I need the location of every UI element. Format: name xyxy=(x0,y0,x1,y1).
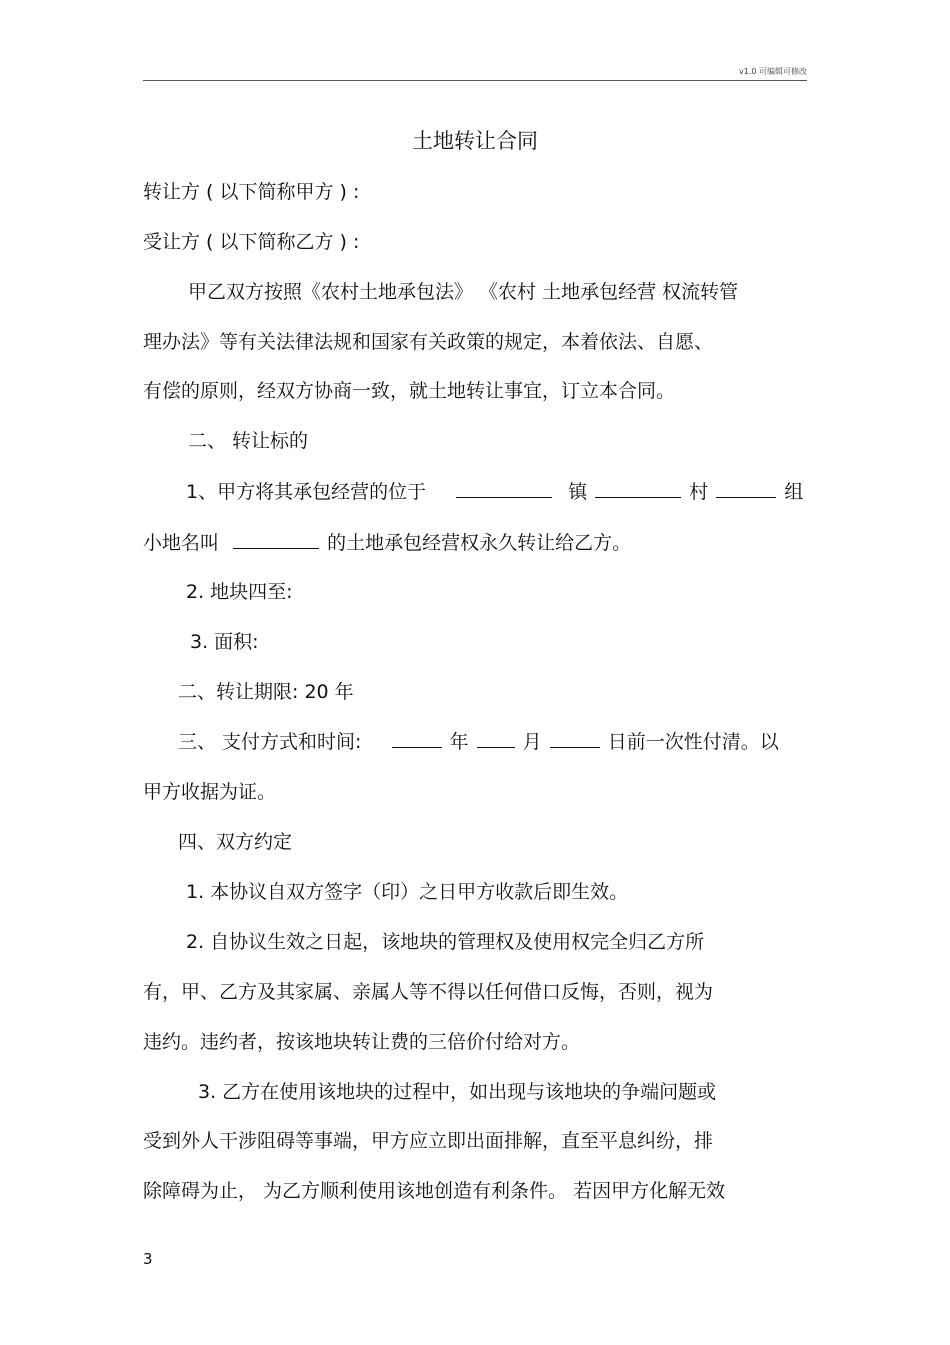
preamble-line-2: 理办法》等有关法律法规和国家有关政策的规定，本着依法、自愿、 xyxy=(143,331,714,353)
item2-boundaries: 2. 地块四至: xyxy=(186,581,293,603)
header-version-note: v1.0 可编辑可修改 xyxy=(739,67,807,76)
document-title: 土地转让合同 xyxy=(412,129,538,153)
agreement-item-3-line-1: 3. 乙方在使用该地块的过程中，如出现与该地块的争端问题或 xyxy=(198,1081,717,1103)
blank-village[interactable] xyxy=(716,479,776,498)
blank-town[interactable] xyxy=(595,479,681,498)
item1-line-1 xyxy=(143,479,807,505)
blank-year[interactable] xyxy=(392,729,442,748)
payment-heading: 三、 支付方式和时间: xyxy=(178,731,362,753)
item1-text-d: 组 xyxy=(784,481,804,503)
page-number: 3 xyxy=(143,1250,153,1268)
payment-line-2: 甲方收据为证。 xyxy=(143,781,277,803)
section-agreement-heading: 四、双方约定 xyxy=(178,831,293,853)
transferee-line: 受让方 ( 以下简称乙方 ) : xyxy=(143,231,360,253)
item1-line2-text-a: 小地名叫 xyxy=(143,532,220,554)
payment-day-text: 日前一次性付清。以 xyxy=(607,731,779,753)
item3-area: 3. 面积: xyxy=(190,631,259,653)
payment-month-label: 月 xyxy=(522,731,542,753)
agreement-item-1: 1. 本协议自双方签字（印）之日甲方收款后即生效。 xyxy=(186,881,629,903)
item1-text-a: 1、甲方将其承包经营的位于 xyxy=(186,481,427,503)
agreement-item-3-line-3: 除障碍为止， 为乙方顺利使用该地创造有利条件。 若因甲方化解无效 xyxy=(143,1180,726,1202)
preamble-line-3: 有偿的原则，经双方协商一致，就土地转让事宜，订立本合同。 xyxy=(143,380,676,402)
payment-year-label: 年 xyxy=(449,731,469,753)
blank-location[interactable] xyxy=(456,479,552,498)
item1-text-b: 镇 xyxy=(568,481,588,503)
blank-place-name[interactable] xyxy=(233,530,319,549)
agreement-item-3-line-2: 受到外人干涉阻碍等事端，甲方应立即出面排解，直至平息纠纷，排 xyxy=(143,1130,714,1152)
payment-line-1 xyxy=(143,729,807,755)
blank-day[interactable] xyxy=(550,729,600,748)
preamble-line-1: 甲乙双方按照《农村土地承包法》 《农村 土地承包经营 权流转管 xyxy=(188,281,739,303)
blank-month[interactable] xyxy=(477,729,515,748)
header-rule xyxy=(143,80,807,81)
agreement-item-2-line-1: 2. 自协议生效之日起，该地块的管理权及使用权完全归乙方所 xyxy=(186,931,705,953)
section-term-heading: 二、转让期限: 20 年 xyxy=(178,681,354,703)
section-subject-heading: 二、 转让标的 xyxy=(188,430,309,452)
item1-text-c: 村 xyxy=(689,481,709,503)
agreement-item-2-line-2: 有，甲、乙方及其家属、亲属人等不得以任何借口反悔，否则，视为 xyxy=(143,981,714,1003)
agreement-item-2-line-3: 违约。违约者，按该地块转让费的三倍价付给对方。 xyxy=(143,1031,581,1053)
item1-line-2 xyxy=(143,530,807,556)
transferor-line: 转让方 ( 以下简称甲方 ) : xyxy=(143,181,360,203)
item1-line2-text-b: 的土地承包经营权永久转让给乙方。 xyxy=(327,532,632,554)
